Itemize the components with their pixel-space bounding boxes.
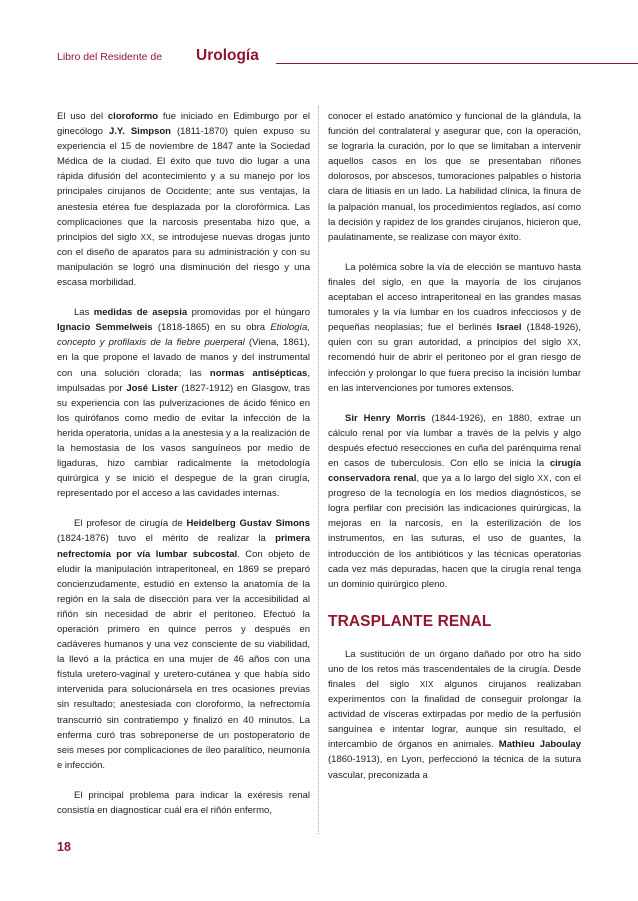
bold-term: cloroformo — [107, 111, 159, 122]
text-run: (Viena, 1861), en la que propone el lavado de manos y del instrumental con una solución clorada; las — [57, 337, 310, 379]
text-run: , se introdujese nuevas drogas junto con el diseño de aparatos para su administración y con su manipulación se logró una disminución del riesgo y una escasa morbilidad. — [57, 231, 310, 289]
text-run: El uso del — [57, 111, 108, 122]
century-numeral: XIX — [419, 680, 434, 689]
text-run: conocer el estado anatómico y funcional de la glándula, la función del contralateral y asegurar que, con la operación, se lograría la curación, por lo que se limitaban a intervenir aquellos casos en los que se presentaban riñones dolorosos, por abscesos, tumoraciones palpables o historia clara de litiasis en un lado. La habilidad clínica, la finura de la palpación manual, los procedimientos reglados, así como la decisión y rapidez de los grandes cirujanos, hicieron que, paulatinamente, se realizase con mayor éxito. — [328, 111, 581, 243]
work-title: Etiología, concepto y profilaxis de la fiebre puerperal — [57, 322, 310, 349]
bold-term: J.Y. Simpson — [108, 126, 171, 138]
bold-term: medidas de asepsia — [93, 307, 188, 319]
century-numeral: XX — [140, 232, 152, 242]
text-run: promovidas por el húngaro — [187, 307, 310, 319]
text-run: (1860-1913), en Lyon, perfeccionó la técnica de la sutura vascular, preconizada a — [328, 754, 581, 781]
text-run: El profesor de cirugía de — [74, 518, 187, 530]
century-numeral: XX — [567, 338, 579, 348]
text-run: Las — [74, 307, 94, 319]
paragraph-chloroform — [57, 109, 310, 290]
text-run: La polémica sobre la vía de elección se mantuvo hasta finales del siglo, en que la mayoría de los cirujanos aceptaban el acceso intraperitoneal en las grandes masas tumorales y la vía lumbar en los cuadros infecciosos y de pequeñas neoplasias; fue el berlinés — [328, 261, 581, 334]
bold-term: José Lister — [126, 382, 178, 394]
text-run: . Con objeto de eludir la manipulación intraperitoneal, en 1869 se preparó concienzudamente, estudió en extenso la anatomía de la región en la sala de disección para ver la accesibilidad al riñón sin necesidad de abrir el peritoneo. Efectuó la operación primero en quince perros y después en cadáveres humanos y una vez consciente de su viabilidad, la llevó a la práctica en una mujer de 46 años con una fístula uretero-vaginal y uretero-cutánea y que había sido intervenida para solucionársela en tres ocasiones previas sin resultado; anestesiada con cloroformo, la nefrectomía transcurrió sin contratiempo y finalizó en 40 minutos. La enferma curó tras sobreponerse de un postoperatorio de seis meses por complicaciones de íleo paralítico, neumonía e infección. — [57, 548, 311, 771]
text-run: , impulsadas por — [57, 367, 310, 394]
text-run: (1844-1926), en 1880, extrae un cálculo renal por vía lumbar a través de la pelvis y algo después efectuó resecciones en cuña del parénquima renal en casos de tuberculosis. Con ello se inicia la — [328, 412, 582, 469]
text-run: , con el progreso de la tecnología en los medios diagnósticos, se logra perfilar con precisión las indicaciones quirúrgicas, la mejoras en la narcosis, en la esterilización de los instrumentos, en las suturas, el uso de guantes, la introducción de los antibióticos y las técnicas operatorias cada vez más depuradas, hacen que la cirugía renal tenga un dominio quirúrgico pleno. — [328, 473, 581, 590]
book-series-label: Libro del Residente de — [57, 51, 163, 63]
page-number: 18 — [57, 840, 71, 854]
paragraph-approach-debate — [328, 260, 581, 396]
bold-term: Sir Henry Morris — [345, 412, 426, 424]
text-run: , recomendó huir de abrir el peritoneo por el gran riesgo de infección y prolongar lo que fuera preciso la incisión lumbar en las intervenciones por tumores extensos. — [328, 337, 581, 394]
bold-term: Ignacio Semmelweis — [57, 322, 153, 334]
paragraph-asepsis — [57, 305, 310, 501]
text-run: (1818-1865) en su obra — [152, 322, 271, 334]
paragraph-simons-nephrectomy — [57, 516, 310, 773]
text-run: (1824-1876) tuvo el mérito de realizar la — [57, 533, 276, 545]
text-run: fue iniciado en Edimburgo por el ginecólogo — [57, 111, 310, 138]
book-specialty-title: Urología — [196, 47, 259, 64]
section-title-kidney-transplant: TRASPLANTE RENAL — [328, 612, 492, 630]
text-run: (1811-1870) quien expuso su experiencia el 15 de noviembre de 1847 ante la Sociedad Médica de la ciudad. El éxito que tuvo dio lugar a una rápida difusión del acontecimiento y a su manejo por los principales cirujanos de Occidente; ante sus ventajas, la anestesia etérea fue desplazada por la clorofórmica. Las complicaciones que la narcosis presentaba hizo que, a principios del siglo — [57, 126, 310, 243]
bold-term: primera nefrectomía por vía lumbar subcostal — [57, 533, 310, 560]
right-column — [328, 109, 581, 783]
text-run: (1827-1912) en Glasgow, tras su experiencia con las pulverizaciones de ácido fénico en los quirófanos como medio de evitar la infección de la herida operatoria, unidas a la anestesia y a la realización de la hemostasia de los vasos sanguíneos por medio de ligaduras, hizo cambiar radicalmente la metodología quirúrgica y se inició el despegue de la gran cirugía, representado por el acceso a las cavidades internas. — [57, 382, 311, 500]
bold-term: normas antisépticas — [209, 367, 308, 379]
paragraph-henry-morris — [328, 411, 581, 592]
paragraph-diagnosis-problem — [57, 788, 310, 818]
header-rule — [276, 63, 638, 64]
century-numeral: XX — [537, 474, 549, 484]
column-divider — [318, 106, 319, 834]
paragraph-renal-function — [328, 109, 581, 245]
text-run: La sustitución de un órgano dañado por otro ha sido uno de los retos más trascendentales de la cirugía. Desde finales del siglo — [328, 648, 581, 690]
bold-term: Heidelberg Gustav Simons — [186, 518, 310, 530]
text-run: , que ya a lo largo del siglo — [416, 473, 538, 485]
bold-term: Israel — [496, 322, 522, 334]
left-column — [57, 109, 310, 818]
text-run: (1848-1926), quien con su gran autoridad, a principios del siglo — [328, 322, 581, 349]
text-run: algunos cirujanos realizaban experimentos con la finalidad de conseguir prolongar la actividad de vísceras extirpadas por medio de la perfusión sanguínea e intentar lograr, aunque sin resultado, el intercambio de órganos en animales. — [328, 679, 581, 751]
bold-term: Mathieu Jaboulay — [498, 739, 581, 751]
text-run: El principal problema para indicar la exéresis renal consistía en diagnosticar cuál era el riñón enfermo, — [57, 789, 310, 817]
paragraph-transplant-history — [328, 647, 581, 783]
bold-term: cirugía conservadora renal — [328, 457, 581, 485]
